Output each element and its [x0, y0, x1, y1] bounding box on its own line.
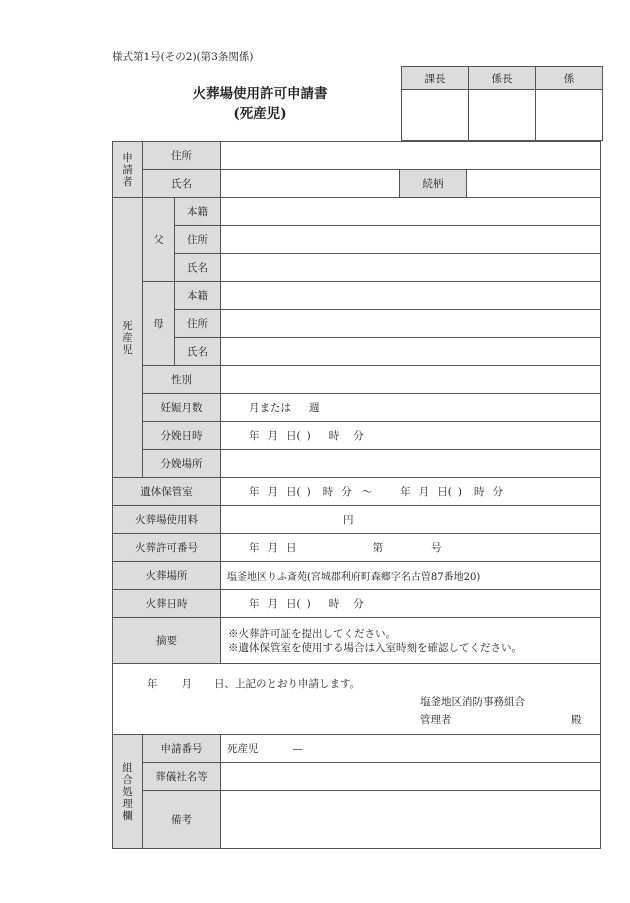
mother-address-field[interactable]	[221, 310, 601, 338]
processing-group-label: 組 合 処 理 欄	[113, 735, 143, 849]
title-line2: (死産児)	[233, 106, 287, 122]
application-form-table	[112, 141, 601, 849]
document-title	[160, 84, 360, 124]
relation-label: 続柄	[400, 170, 467, 198]
summary-note-2: ※遺体保管室を使用する場合は入室時刻を確認してください。	[228, 641, 522, 654]
storage-room-field[interactable]: 年 月 日( ) 時 分 〜 年 月 日( ) 時 分	[221, 478, 601, 506]
approval-stamp-chief[interactable]	[402, 90, 469, 141]
approval-stamp-staff[interactable]	[536, 90, 603, 141]
title-line1: 火葬場使用許可申請書	[192, 86, 328, 102]
gestation-field[interactable]: 月または 週	[221, 394, 601, 422]
permit-number-label: 火葬許可番号	[113, 534, 221, 562]
delivery-place-label: 分娩場所	[143, 450, 221, 478]
crematorium-label: 火葬場所	[113, 562, 221, 590]
summary-note-1: ※火葬許可証を提出してください。	[228, 627, 396, 640]
permit-number-field[interactable]: 年 月 日 第 号	[221, 534, 601, 562]
fee-field[interactable]: 円	[221, 506, 601, 534]
mother-name-field[interactable]	[221, 338, 601, 366]
applicant-address-field[interactable]	[221, 142, 601, 170]
father-address-label: 住所	[175, 226, 221, 254]
application-statement	[113, 664, 601, 735]
application-number-field[interactable]: 死産児 —	[221, 735, 601, 763]
mother-name-label: 氏名	[175, 338, 221, 366]
sex-field[interactable]	[221, 366, 601, 394]
application-number-label: 申請番号	[143, 735, 221, 763]
father-address-field[interactable]	[221, 226, 601, 254]
sex-label: 性別	[143, 366, 221, 394]
relation-field[interactable]	[467, 170, 601, 198]
approval-header-chief: 課長	[402, 67, 469, 90]
funeral-company-label: 葬儀社名等	[143, 763, 221, 791]
remarks-label: 備考	[143, 791, 221, 849]
manager-title: 管理者	[420, 714, 452, 726]
applicant-name-field[interactable]	[221, 170, 400, 198]
mother-domicile-field[interactable]	[221, 282, 601, 310]
applicant-name-label: 氏名	[143, 170, 221, 198]
approval-box	[401, 66, 603, 141]
remarks-field[interactable]	[221, 791, 601, 849]
father-name-field[interactable]	[221, 254, 601, 282]
delivery-datetime-label: 分娩日時	[143, 422, 221, 450]
mother-label: 母	[143, 282, 175, 366]
applicant-address-label: 住所	[143, 142, 221, 170]
mother-domicile-label: 本籍	[175, 282, 221, 310]
funeral-company-field[interactable]	[221, 763, 601, 791]
gestation-label: 妊娠月数	[143, 394, 221, 422]
father-name-label: 氏名	[175, 254, 221, 282]
honorific: 殿	[571, 714, 582, 726]
cremation-datetime-field[interactable]: 年 月 日( ) 時 分	[221, 590, 601, 618]
organization-name: 塩釜地区消防事務組合	[420, 696, 525, 708]
summary-notes	[221, 618, 601, 664]
father-domicile-label: 本籍	[175, 198, 221, 226]
form-id: 様式第1号(その2)(第3条関係)	[112, 51, 254, 63]
mother-address-label: 住所	[175, 310, 221, 338]
delivery-place-field[interactable]	[221, 450, 601, 478]
approval-header-staff: 係	[536, 67, 603, 90]
approval-header-section-chief: 係長	[469, 67, 536, 90]
storage-room-label: 遺体保管室	[113, 478, 221, 506]
approval-stamp-section-chief[interactable]	[469, 90, 536, 141]
father-domicile-field[interactable]	[221, 198, 601, 226]
application-date[interactable]: 年 月 日、上記のとおり申請します。	[147, 678, 361, 690]
father-label: 父	[143, 198, 175, 282]
stillborn-group-label: 死 産 児	[113, 198, 143, 478]
summary-label: 摘要	[113, 618, 221, 664]
crematorium-value: 塩釜地区りふ斎苑(宮城郡利府町森郷字名古曽87番地20)	[221, 562, 601, 590]
fee-label: 火葬場使用料	[113, 506, 221, 534]
applicant-group-label: 申 請 者	[113, 142, 143, 198]
delivery-datetime-field[interactable]: 年 月 日( ) 時 分	[221, 422, 601, 450]
cremation-datetime-label: 火葬日時	[113, 590, 221, 618]
